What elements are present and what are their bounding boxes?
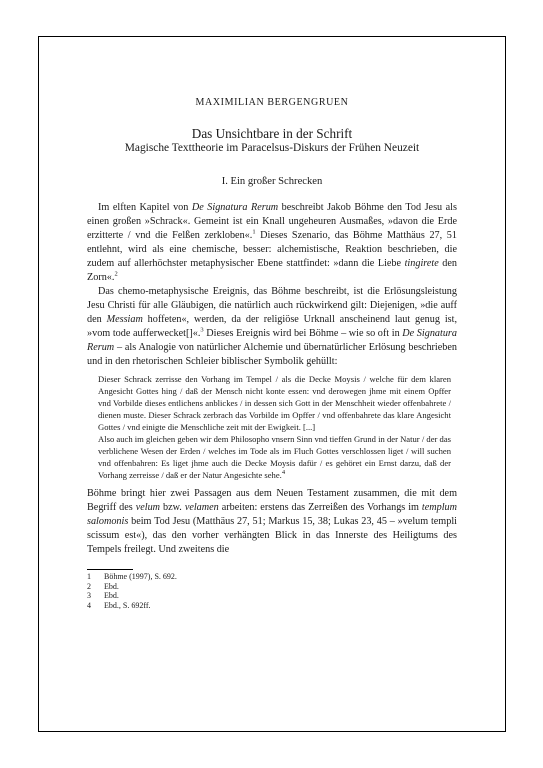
quote-part-1: Dieser Schrack zerrisse den Vorhang im Tempel / als die Decke Moysis / welche für dem klaren Angesicht Gottes hing / daß der Mensch nicht konte essen: vnd derowegen jhme mit einem Opffer vnd Vorbilde dieses entlichens anblickes / in dessen sich Gott in der Menschheit wieder offenbahrete / dienen muste. Dieser Schrack zerbrach das Vorbilde im Opffer / vnd offenbahrete das klare Angesicht Gottes / vnd einigte die Menschliche zeit mit der Ewigkeit. [...] <box>98 374 451 432</box>
article-title: Das Unsichtbare in der Schrift <box>191 126 353 141</box>
footnote-ref[interactable]: 2 <box>114 270 118 278</box>
footnote-separator <box>87 569 133 570</box>
footnotes <box>87 572 457 610</box>
footnote-1: 1 Böhme (1997), S. 692. <box>87 572 177 581</box>
paragraph-1: Im elften Kapitel von De Signatura Rerum beschreibt Jakob Böhme den Tod Jesu als einen großen »Schrack«. Gemeint ist ein Knall ungeheuren Ausmaßes, »davon die Erde erzitterte / vnd die Felßen zerkloben«.$^1$ Dieses Szenario, das Böhme Matthäus 27, 51 entlehnt, wird als eine chemische, besser: alchemistische, Reaktion beschrieben, die zudem auf allerhöchster metaphysischer Ebene stattfindet: »dann die Liebe tingirete den Zorn«.$^2$ <box>87 202 457 283</box>
section-heading: I. Ein großer Schrecken <box>221 176 323 187</box>
footnote-2: 2 Ebd. <box>87 581 119 591</box>
paragraph-3: Böhme bringt hier zwei Passagen aus dem Neuen Testament zusammen, die mit dem Begriff des velum bzw. velamen arbeiten: erstens das Zerreißen des Vorhangs im templum salomonis beim Tod Jesu (Matthäus 27, 51; Markus 15, 38; Lukas 23, 45 – »velum templi scissum est«), das den vorher verhängten Blick in das Innerste des Heiligtums des Tempels freilegt. Und zweitens die <box>87 488 457 555</box>
footnote-ref[interactable]: 4 <box>281 469 286 477</box>
paragraph-2: Das chemo-metaphysische Ereignis, das Böhme beschreibt, ist die Erlösungsleistung Jesu Christi für alle Gläubigen, die natürlich auch rückwirkend gilt: Diejenigen, »die auff den Messiam hoffeten«, werden, da der religiöse Urknall anscheinend laut genug ist, »vom tode aufferwecket[]«.$^3$ Dieses Ereignis wird bei Böhme – wie so oft in De Signatura Rerum – als Analogie von natürlicher Alchemie und übernatürlicher Erlösung beschrieben und in den rhetorischen Schleier biblischer Symbolik gehüllt: <box>87 286 457 367</box>
footnote-3: 3 Ebd. <box>87 591 119 601</box>
footnote-ref[interactable]: 3 <box>200 326 204 334</box>
quote-part-2: Also auch im gleichen geben wir dem Philosopho vnsern Sinn vnd tieffen Grund in der Natur / der das verblichene Wesen der Erden / welches im Tode als im Fluch Gottes verschlossen liget / will suchen vnd offenbahren: Es liget jhme auch die Decke Moysis dafür / es gehöret ein Ernst darzu, daß der Vorhang zerreisse / daß er der Natur Angesichte sehe.$^4$ <box>98 434 451 480</box>
block-quote <box>98 373 451 481</box>
author-name: MAXIMILIAN BERGENGRUEN <box>195 97 349 108</box>
footnote-4: 4 Ebd., S. 692ff. <box>87 600 151 610</box>
footnote-ref[interactable]: 1 <box>252 228 256 236</box>
article-subtitle: Magische Texttheorie im Paracelsus-Diskurs der Frühen Neuzeit <box>124 142 420 154</box>
page-content <box>87 96 457 610</box>
